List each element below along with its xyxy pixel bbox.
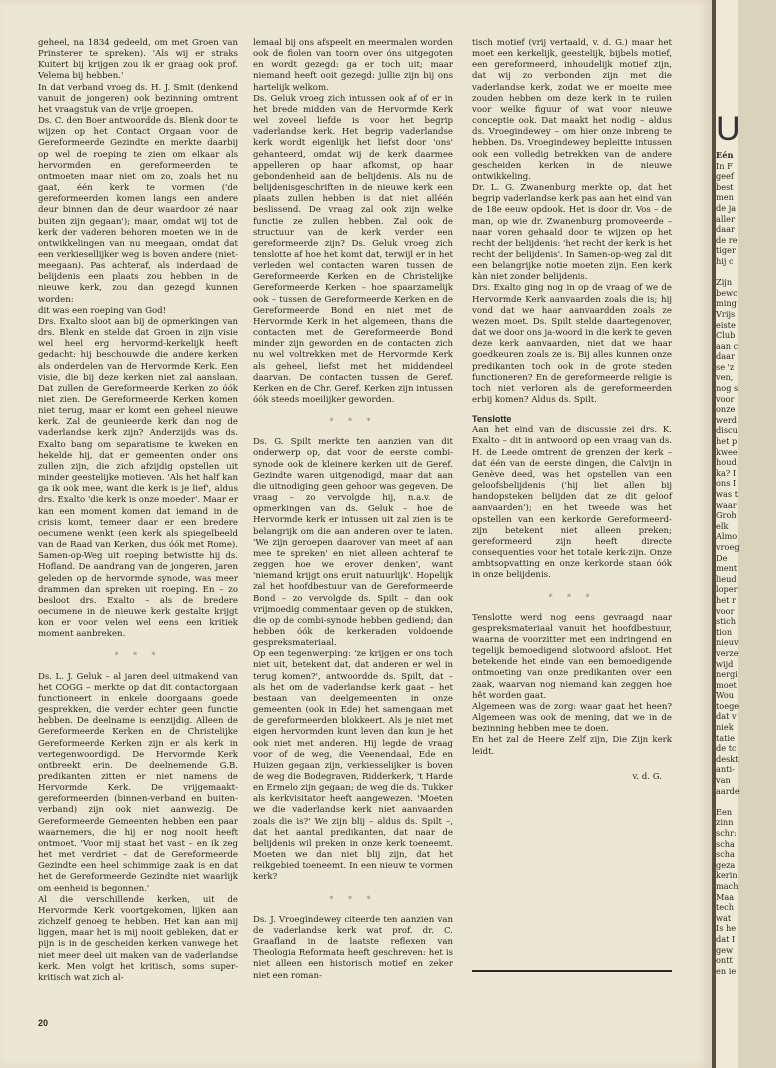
adjacent-page-line: kwee — [716, 446, 738, 457]
adjacent-page-line: De — [716, 552, 728, 563]
adjacent-page-line: dat I — [716, 933, 736, 944]
adjacent-page-line: werd — [716, 414, 738, 425]
section-separator: * * * — [548, 592, 596, 602]
adjacent-page-line: ons I — [716, 478, 737, 489]
adjacent-page-line: het r — [716, 594, 736, 605]
adjacent-page-line: Wou — [716, 690, 735, 701]
adjacent-page-line: houd — [716, 457, 737, 468]
adjacent-page-line: kerin — [716, 870, 738, 881]
section-separator: * * * — [114, 651, 162, 661]
adjacent-page-line: Almo — [716, 531, 738, 542]
adjacent-page-line: ka? I — [716, 467, 737, 478]
paragraph: Al die verschillende kerken, uit de Hervormde Kerk voortgekomen, lijken aan zichzelf genoeg te hebben. Het kan aan mij liggen, maar het is mij nooit gebleken, dat er pijn is in de gescheiden kerken vanwege het niet meer deel uit maken van de vaderlandse kerk. Men volgt het kritisch, soms super-kritisch wat zich al- — [38, 894, 238, 983]
adjacent-page-line: zinn — [716, 817, 734, 828]
paragraph: Op een tegenwerping: 'ze krijgen er ons toch niet uit, betekent dat, dat anderen er wel in terug komen?', antwoordde ds. Spilt, dat – als het om de vaderlandse kerk gaat – het bestaan van deelgemeenten in onze gemeenten (ook in Ede) het samengaan met de gereformeerden blokkeert. Als je niet met eigen hervormden kunt leven dan kun je het ook niet met anderen. Hij legde de vraag voor of de weg, die Veenendaal, Ede en Huizen gegaan zijn, verkiesselijker is boven de weg die Bodegraven, Ridderkerk, 't Harde en Ermelo zijn gegaan; de weg die ds. Tukker als kerkvisitator heeft aangewezen. 'Moeten we die vaderlandse kerk niet aanvaarden zoals die is?' We zijn blij – aldus ds. Spilt –, dat het aantal predikanten, dat naar de belijdenis wil preken in onze kerk toeneemt. Moeten we dan niet blij zijn, dat het reikgebied toeneemt. In een nieuw te vormen kerk? — [253, 649, 453, 883]
adjacent-page-line: discu — [716, 425, 738, 436]
adjacent-page-line: ment — [716, 563, 738, 574]
adjacent-page-line: hij c — [716, 255, 734, 266]
adjacent-page-line: Is he — [716, 923, 737, 934]
paragraph: tisch motief (vrij vertaald, v. d. G.) maar het moet een kerkelijk, geestelijk, bijbels motief, een gereformeerd, inhoudelijk motief zijn, dat wij zo verbonden zijn met die vaderlandse kerk, zodat we er moeite mee zouden hebben om deze kerk in te ruilen voor welke figuur of wat voor nieuwe conceptie ook. Dat maakt het nodig – aldus ds. Vroegindewey – om hier onze inbreng te hebben. Ds. Vroegindewey bepleitte intussen ook een volledig betrekken van de andere gescheiden kerken in de nieuwe ontwikkeling. — [472, 38, 672, 182]
adjacent-page-line: aarde — [716, 785, 740, 796]
adjacent-page-line: vroeg — [716, 541, 740, 552]
paragraph: geheel, na 1834 gedeeld, om met Groen van Prinsterer te spreken). 'Als wij er straks Kuitert bij krijgen zou ik er graag ook prof. Velema bij hebben.' — [38, 38, 238, 82]
adjacent-page-line: Groh — [716, 510, 737, 521]
adjacent-page-line: Zijn — [716, 277, 733, 288]
paragraph: Ds. J. Vroegindewey citeerde ten aanzien van de vaderlandse kerk wat prof. dr. C. Graafland in de laatste reflexen van Theologia Reformata heeft geschreven: het is niet alleen een historisch motief en zeker niet een roman- — [253, 914, 453, 981]
adjacent-page-line: gew — [716, 944, 734, 955]
adjacent-page-line: moet — [716, 679, 737, 690]
adjacent-page-line: dat v — [716, 711, 737, 722]
adjacent-page-line: aller — [716, 213, 735, 224]
adjacent-page-line: voor — [716, 393, 735, 404]
adjacent-page-line: ming — [716, 298, 737, 309]
paragraph: Dr. L. G. Zwanenburg merkte op, dat het begrip vaderlandse kerk pas aan het eind van de 18e eeuw opdook. Het is door dr. Vos – de man, op wie dr. Zwanenburg promoveerde – naar voren gehaald door te wijzen op het recht der belijdenis: 'het recht der kerk is het recht der belijdenis'. In Samen-op-weg zal dit een belangrijke notie moeten zijn. Een kerk kàn niet zonder belijdenis. — [472, 183, 672, 283]
adjacent-page-line — [716, 267, 776, 278]
adjacent-page-line: daar — [716, 351, 735, 362]
adjacent-page-line: men — [716, 192, 734, 203]
adjacent-page-line: Maa — [716, 891, 735, 902]
adjacent-page-line: ontt — [716, 955, 733, 966]
page-number: 20 — [38, 1018, 49, 1028]
paragraph: Drs. Exalto sloot aan bij de opmerkingen van drs. Blenk en stelde dat Groen in zijn visie wel heel erg hervormd-kerkelijk heeft gedacht: hij beschouwde die andere kerken als onderdelen van de Hervormde Kerk. Een visie, die bij deze kerken niet zal aanslaan. Dat zullen de Gereformeerde Kerken zo óók niet zien. De Gereformeerde Kerken komen niet terug, maar er komt een geheel nieuwe kerk. Zal de geunieerde kerk dan nog de vaderlandse kerk zijn? Anderzijds was ds. Exalto bang om separatisme te kweken en hekelde hij, dat er gemeenten onder ons zullen zijn, die zich afzijdig opstellen uit minder geestelijke motieven. 'Als het half kan ga ik ook mee, want die kerk is je lief', aldus drs. Exalto 'die kerk is onze moeder'. Maar er kan een moment komen dat iemand in de crisis komt, temeer daar er een bredere oecumene wenkt (een kerk als spiegelbeeld van de Raad van Kerken, dus óók met Rome). Samen-op-Weg uit roeping betwistte hij ds. Hofland. De aandrang van de jongeren, jaren geleden op de hervormde synode, was meer drammen dan spreken uit roeping. En – zo besloot drs. Exalto – als de bredere oecumene in de nieuwe kerk gestalte krijgt kon er voor velen wel eens een kritiek moment aanbreken. — [38, 316, 238, 640]
adjacent-page-line — [716, 796, 776, 807]
adjacent-page-line: tion — [716, 626, 733, 637]
adjacent-page-line: Vrijs — [716, 308, 736, 319]
adjacent-page-line: wat — [716, 912, 732, 923]
paragraph: Algemeen was de zorg: waar gaat het heen? Algemeen was ook de mening, dat we in de bezinning hebben mee te doen. — [472, 701, 672, 735]
adjacent-page-line: niek — [716, 722, 734, 733]
adjacent-page-line: toege — [716, 700, 740, 711]
adjacent-page-line: nieuv — [716, 637, 739, 648]
adjacent-page-line: geza — [716, 859, 736, 870]
adjacent-page-line: bewc — [716, 287, 738, 298]
paragraph: lemaal bij ons afspeelt en meermalen worden ook de fiolen van toorn over óns uitgegoten en wordt gezegd: ga er toch uit; maar niemand heeft ooit gezegd: jullie zijn bij ons hartelijk welkom. — [253, 38, 453, 93]
paragraph: Ds. C. den Boer antwoordde ds. Blenk door te wijzen op het Contact Orgaan voor de Gereformeerde Gezindte en merkte daarbij op wel de roeping te zien om elkaar als hervormden en gereformeerden te ontmoeten maar niet om zo, zoals het nu gaat, één kerk te vormen ('de gereformeerden komen langs een andere deur binnen dan de deur waardoor zé naar buiten zijn gegaan'); maar, omdat wij tot de kerk der vaderen behoren moeten we in de ontwikkelingen van nu meegaan, omdat dat een verkiesellijker weg is boven andere (niet-meegaan). Pas achteraf, als inderdaad de belijdenis een plaats zou hebben in de nieuwe kerk, zou dan gezegd kunnen worden: — [38, 116, 238, 305]
paragraph: In dat verband vroeg ds. H. J. Smit (denkend vanuit de jongeren) ook bezinning omtrent het vraagstuk van de vrije groepen. — [38, 82, 238, 115]
paragraph: dit was een roeping van God! — [38, 305, 167, 316]
adjacent-page-line: mach — [716, 880, 739, 891]
adjacent-page-line: eiste — [716, 319, 736, 330]
paragraph: Tenslotte werd nog eens gevraagd naar gespreksmateriaal vanuit het hoofdbestuur, waarna de voorzitter met een indringend en tegelijk bemoedigend slotwoord afsloot. Het betekende het einde van een bemoedigende ontmoeting van onze predikanten over een zaak, waarvan nog niemand kan zeggen hoe hêt worden gaat. — [472, 612, 672, 701]
adjacent-page-line: aan c — [716, 340, 739, 351]
adjacent-page-line: deskt — [716, 753, 739, 764]
adjacent-page-line: loper — [716, 584, 738, 595]
adjacent-page-line: scha — [716, 838, 735, 849]
section-separator: * * * — [329, 894, 377, 904]
adjacent-page-line: Eén — [716, 150, 734, 160]
adjacent-page-line: tiger — [716, 245, 736, 256]
column-1 — [38, 38, 238, 984]
adjacent-page-text — [716, 150, 776, 976]
adjacent-page-line: daar — [716, 224, 735, 235]
adjacent-page-title-letter: U — [716, 110, 741, 148]
adjacent-page-line: onze — [716, 404, 736, 415]
adjacent-page-line: best — [716, 181, 734, 192]
adjacent-page-line: se 'z — [716, 361, 735, 372]
adjacent-page-line: de tc — [716, 743, 737, 754]
adjacent-page-line: nog s — [716, 383, 739, 394]
adjacent-page-line: geef — [716, 171, 734, 182]
paragraph: Ds. G. Spilt merkte ten aanzien van dit onderwerp op, dat voor de eerste combi-synode ook de kleinere kerken uit de Geref. Gezindte waren uitgenodigd, maar dat aan die uitnodiging geen gehoor was gegeven. De vraag – zo vervolgde hij, n.a.v. de opmerkingen van ds. Geluk – hoe de Hervormde kerk er intussen uit zal zien is te belangrijk om die aan anderen over te laten. 'We zijn geroepen daarover van meet af aan mee te spreken' en niet alleen achteraf te zeggen hoe we erover denken', want 'niemand krijgt ons eruit natuurlijk'. Hopelijk zal het hoofdbestuur van de Gereformeerde Bond – zo vervolgde ds. Spilt – dan ook vrijmoedig commentaar geven op de stukken, die op de combi-synode hebben gediend; dan hebben óók de kerkeraden voldoende gespreksmateriaal. — [253, 437, 453, 649]
adjacent-page-line: Club — [716, 330, 736, 341]
adjacent-page-line: anti- — [716, 764, 735, 775]
adjacent-page-line: de ja — [716, 202, 737, 213]
column-2 — [253, 38, 453, 982]
adjacent-page-line: tatie — [716, 732, 735, 743]
adjacent-page-line: ven, — [716, 372, 734, 383]
section-heading: Tenslotte — [472, 414, 512, 425]
paragraph: En het zal de Heere Zelf zijn, Die Zijn kerk leidt. — [472, 735, 672, 757]
adjacent-page-line: was t — [716, 489, 738, 499]
author-signature: v. d. G. — [632, 771, 662, 782]
paragraph: Ds. L. J. Geluk – al jaren deel uitmakend van het COGG – merkte op dat dit contactorgaan functioneert in enkele doorgaans goede gesprekken, die verder echter geen functie hebben. De deelname is eenzijdig. Alleen de Gereformeerde Kerken en de Christelijke Gereformeerde Kerken zijn er als kerk in vertegenwoordigd. De Hervormde Kerk ontbreekt erin. De deelnemende G.B. predikanten zitten er niet namens de Hervormde Kerk. De vrijgemaakt-gereformeerden (binnen-verband en buiten-verband) zijn ook niet aanwezig. De Gereformeerde Gemeenten hebben een paar waarnemers, die hij er nog nooit heeft ontmoet. 'Voor mij staat het vast – en ik zeg het met verdriet – dat de Gereformeerde Gezindte een heel schimmige zaak is en dat het de Gereformeerde Gezindte niet waarlijk om eenheid is begonnen.' — [38, 671, 238, 894]
adjacent-page-line: Een — [716, 806, 733, 817]
column-3 — [472, 38, 672, 783]
adjacent-page-line: schr: — [716, 828, 737, 838]
section-separator: * * * — [329, 417, 377, 427]
adjacent-page-line: tech — [716, 902, 734, 913]
adjacent-page-line: In F — [716, 160, 733, 171]
adjacent-page-edge — [716, 0, 741, 1068]
adjacent-page-line: stich — [716, 616, 736, 627]
adjacent-page-line: het p — [716, 436, 738, 447]
adjacent-page-line: scha — [716, 849, 735, 860]
adjacent-page-line: en ie — [716, 965, 737, 976]
column-end-rule — [472, 970, 672, 972]
adjacent-page-line: van — [716, 775, 731, 786]
adjacent-page-line: lieud — [716, 573, 737, 584]
adjacent-page-line: wijd — [716, 658, 734, 669]
adjacent-page-line: voor — [716, 605, 735, 616]
adjacent-page-line: nergi — [716, 669, 738, 680]
paragraph: Ds. Geluk vroeg zich intussen ook af of er in het brede midden van de Hervormde Kerk wel zoveel liefde is voor het begrip vaderlandse kerk. Het begrip vaderlandse kerk wordt eigenlijk het liefst door 'ons' gehanteerd, omdat wij de kerk daarmee appelleren op haar afkomst, op haar gebondenheid aan de belijdenis. Als nu de belijdenisgeschriften in de nieuwe kerk een plaats zullen hebben is dat niet alléén beslissend. De vraag zal ook zijn welke functie ze zullen hebben. Zal ook de structuur van de kerk verder een gereformeerde zijn? Ds. Geluk vroeg zich tenslotte af hoe het komt dat, terwijl er in het verleden wel contacten waren tussen de Gereformeerde Kerken en de Christelijke Gereformeerde Kerken – hoe spaarzamelijk ook – tussen de Gereformeerde Kerken en de Gereformeerde Bond en niet met de Hervormde Kerk in het algemeen, thans die contacten met de Gereformeerde Bond minder zijn geworden en de contacten zich nu wel voltrekken met de Hervormde Kerk als geheel, liefst met het middendeel daarvan. De contacten tussen de Geref. Kerken en de Chr. Geref. Kerken zijn intussen óók steeds moeilijker geworden. — [253, 93, 453, 405]
paragraph: Aan het eind van de discussie zei drs. K. Exalto – dit in antwoord op een vraag van ds. H. de Leede omtrent de grenzen der kerk – dat één van de eerste dingen, die Calvijn in Genève deed, was het opstellen van een geloofsbelijdenis ('hij liet allen bij handopsteken belijden dat ze dit geloof aanvaarden'); en het tweede was het opstellen van een kerkorde Gereformeerd-zijn betekent niet alleen preken; gereformeerd zijn heeft directe consequenties voor het totale kerk-zijn. Onze ambtsopvatting en onze kerkorde staan óók in onze belijdenis. — [472, 425, 672, 581]
paragraph: Drs. Exalto ging nog in op de vraag of we de Hervormde Kerk aanvaarden zoals die is; hij vond dat we haar aanvaardden zoals ze wezen moet. Ds. Spilt stelde daartegenover, dat we door ons ja-woord in die kerk te geven deze kerk aanvaarden, niet dat we haar goedkeuren zoals ze is. Bij alles kunnen onze predikanten toch ook in de grote steden functioneren? En de gereformeerde religie is toch niet verloren als de gereformeerden erbij komen? Aldus ds. Spilt. — [472, 283, 673, 405]
adjacent-page-line: verze — [716, 647, 739, 658]
adjacent-page-line: waar — [716, 499, 737, 510]
adjacent-page-line: elk — [716, 520, 729, 531]
adjacent-page-line: de re — [716, 234, 738, 245]
